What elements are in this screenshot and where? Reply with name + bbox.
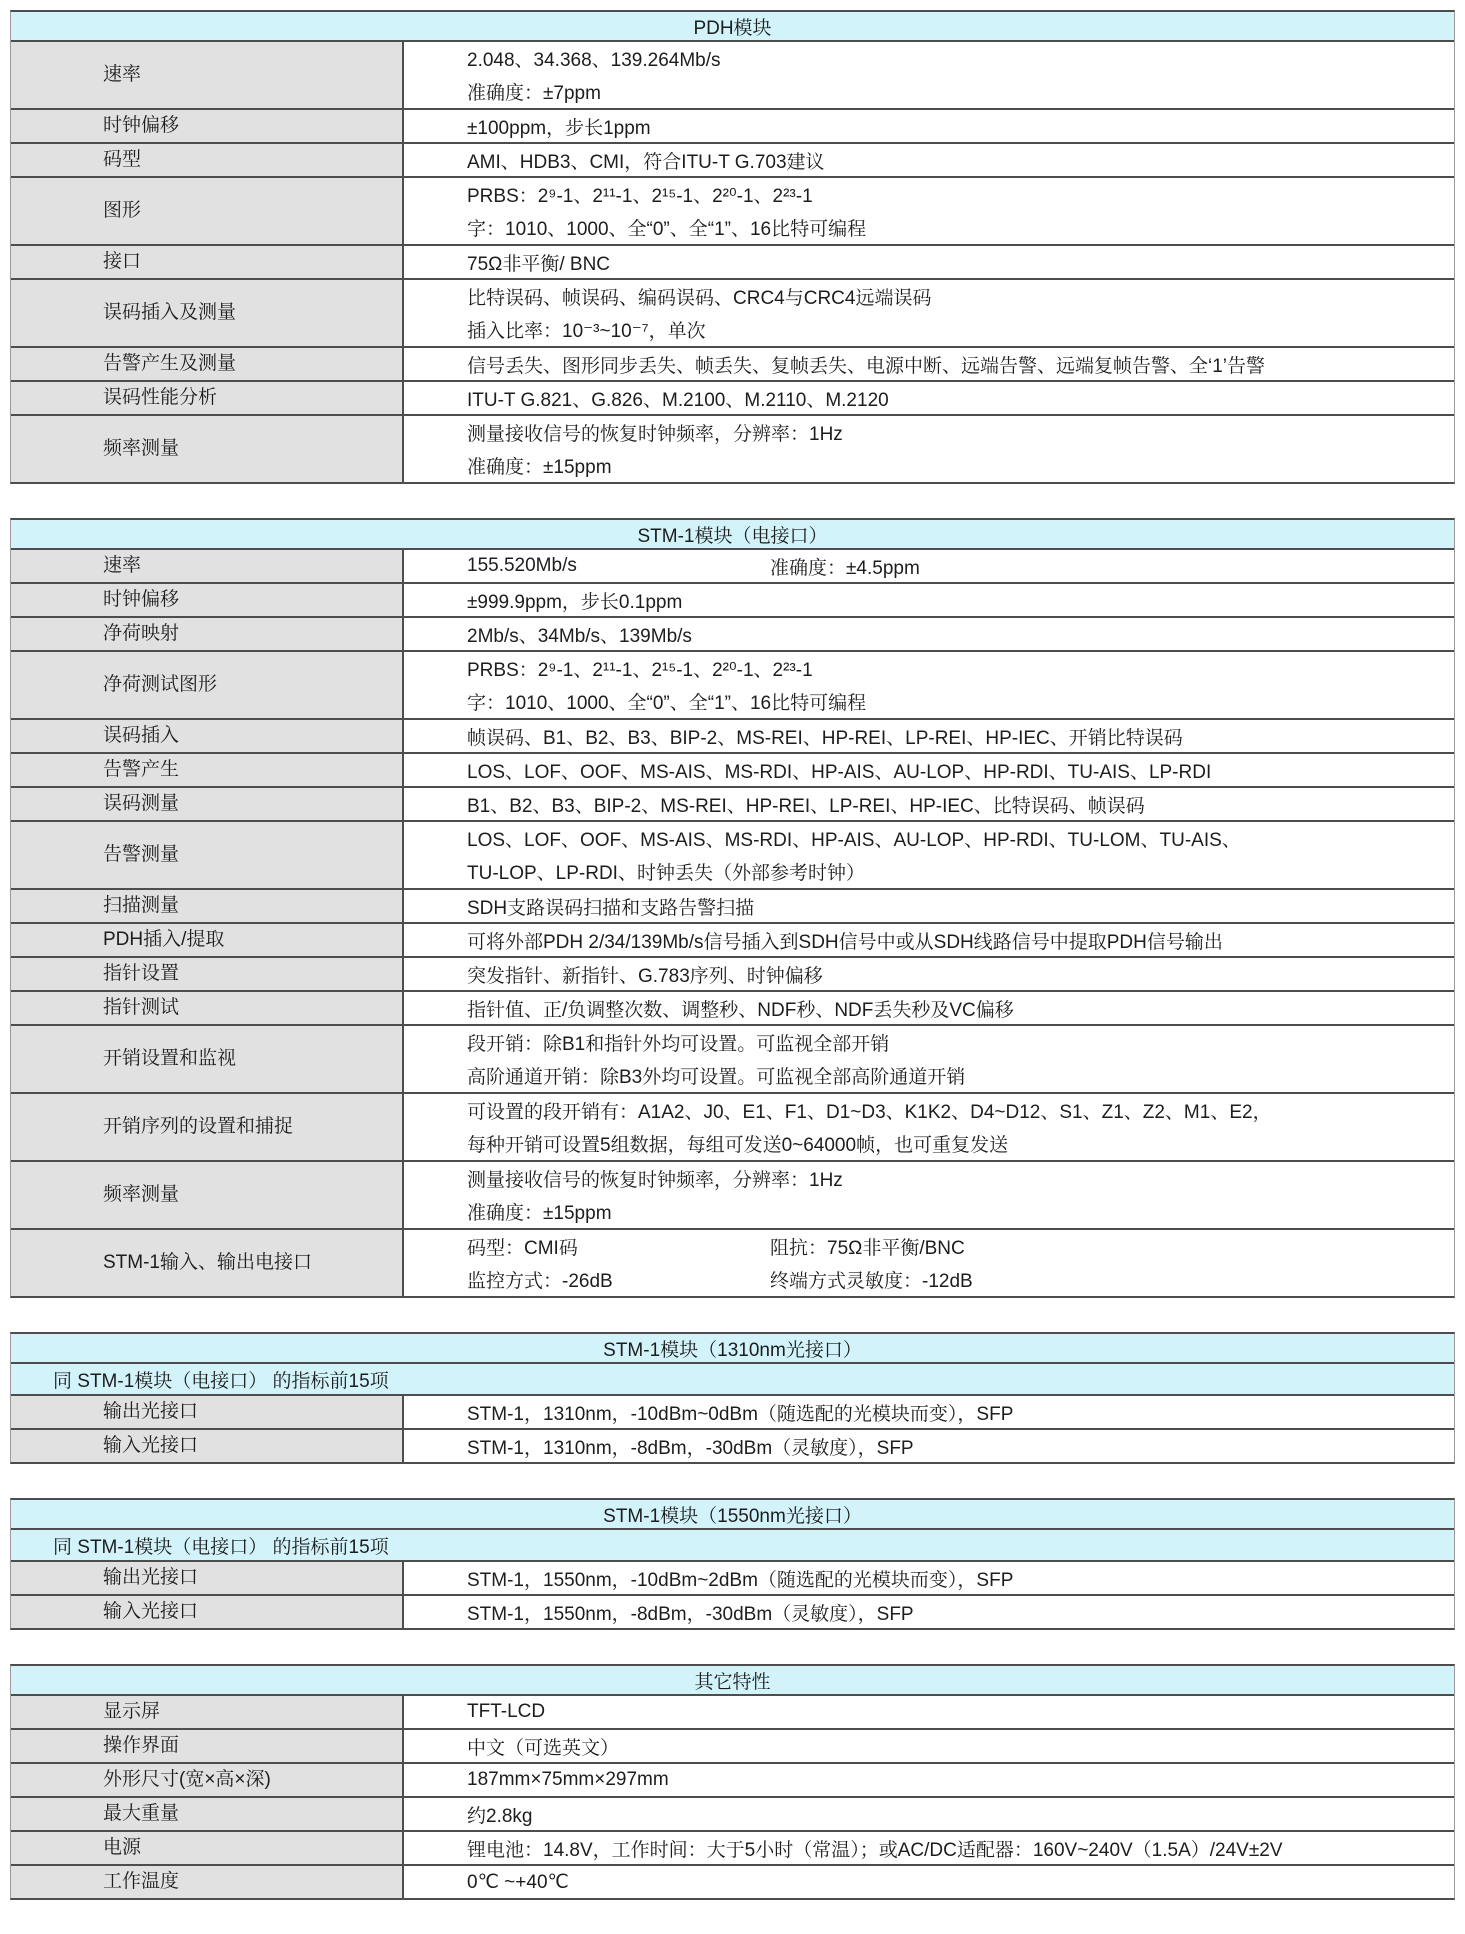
spec-row-label: 误码插入: [11, 720, 404, 752]
spec-value-line: ±100ppm，步长1ppm: [467, 117, 651, 139]
spec-value-line: TFT-LCD: [467, 1701, 546, 1722]
spec-value-line: LOS、LOF、OOF、MS-AIS、MS-RDI、HP-AIS、AU-LOP、HP-RDI、TU-LOM、TU-AIS、: [467, 830, 1241, 851]
table-header-row: [11, 1666, 1454, 1694]
table-pdh-module: [10, 10, 1455, 484]
spec-row: [11, 40, 1454, 108]
table-title: 其它特性: [694, 1671, 771, 1693]
spec-row-value: [404, 1562, 1454, 1594]
spec-row: [11, 380, 1454, 414]
spec-row-value: [404, 1866, 1454, 1898]
spec-row-value: [404, 1832, 1454, 1864]
spec-row-label: 输出光接口: [11, 1396, 404, 1428]
spec-value-line: 突发指针、新指针、G.783序列、时钟偏移: [467, 965, 823, 987]
spec-row: [11, 1762, 1454, 1796]
spec-row-label: 输入光接口: [11, 1430, 404, 1462]
spec-row-value: [404, 992, 1454, 1024]
spec-value-line: 插入比率：10⁻³~10⁻⁷，单次: [467, 321, 706, 342]
table-stm1-1310nm-optical: [10, 1332, 1455, 1464]
spec-value-line: 帧误码、B1、B2、B3、BIP-2、MS-REI、HP-REI、LP-REI、HP-IEC、开销比特误码: [467, 727, 1183, 749]
spec-row-label: 误码插入及测量: [11, 280, 404, 346]
spec-row-value: [404, 1396, 1454, 1428]
spec-row: [11, 752, 1454, 786]
spec-row-label: 告警产生及测量: [11, 348, 404, 380]
spec-value-line: 比特误码、帧误码、编码误码、CRC4与CRC4远端误码: [467, 288, 932, 309]
spec-value-line: STM-1，1550nm，-8dBm，-30dBm（灵敏度），SFP: [467, 1603, 914, 1625]
spec-value-line: TU-LOP、LP-RDI、时钟丢失（外部参考时钟）: [467, 863, 865, 884]
spec-row-label: 接口: [11, 246, 404, 278]
spec-row-value: [404, 924, 1454, 956]
spec-value-line: PRBS：2⁹-1、2¹¹-1、2¹⁵-1、2²⁰-1、2²³-1: [467, 186, 813, 207]
spec-value-line: 测量接收信号的恢复时钟频率，分辨率：1Hz: [467, 1170, 843, 1191]
spec-row: [11, 786, 1454, 820]
spec-row-label: 输出光接口: [11, 1562, 404, 1594]
spec-row-label: 最大重量: [11, 1798, 404, 1830]
spec-value-line: 测量接收信号的恢复时钟频率，分辨率：1Hz: [467, 424, 843, 445]
spec-row-value: [404, 144, 1454, 176]
spec-value-line: 指针值、正/负调整次数、调整秒、NDF秒、NDF丢失秒及VC偏移: [467, 999, 1014, 1021]
spec-row-label: 告警产生: [11, 754, 404, 786]
spec-row-value: [404, 42, 1454, 108]
spec-row-value: [404, 1764, 1454, 1796]
spec-row: [11, 888, 1454, 922]
spec-row-value: [404, 1230, 1454, 1296]
spec-row: [11, 582, 1454, 616]
spec-value-part: 155.520Mb/s: [467, 555, 577, 576]
spec-row: [11, 1024, 1454, 1092]
spec-value-line: [467, 1230, 1454, 1263]
table-note-row: [11, 1528, 1454, 1560]
spec-row-label: 速率: [11, 42, 404, 108]
spec-value-part: 终端方式灵敏度：-12dB: [770, 1271, 973, 1292]
spec-value-line: 2.048、34.368、139.264Mb/s: [467, 50, 721, 71]
spec-row-value: [404, 280, 1454, 346]
spec-value-line: 字：1010、1000、全“0”、全“1”、16比特可编程: [467, 693, 867, 714]
table-header-row: [11, 520, 1454, 548]
spec-row: [11, 718, 1454, 752]
spec-value-line: 字：1010、1000、全“0”、全“1”、16比特可编程: [467, 219, 867, 240]
spec-value-line: 准确度：±7ppm: [467, 83, 601, 104]
table-header-row: [11, 12, 1454, 40]
spec-row: [11, 414, 1454, 482]
table-title: STM-1模块（电接口）: [637, 525, 828, 547]
spec-row-value: [404, 1026, 1454, 1092]
spec-value-line: 信号丢失、图形同步丢失、帧丢失、复帧丢失、电源中断、远端告警、远端复帧告警、全‘1’告警: [467, 355, 1266, 377]
spec-row: [11, 244, 1454, 278]
spec-row-value: [404, 822, 1454, 888]
spec-row: [11, 616, 1454, 650]
spec-row-label: 频率测量: [11, 1162, 404, 1228]
spec-value-line: PRBS：2⁹-1、2¹¹-1、2¹⁵-1、2²⁰-1、2²³-1: [467, 660, 813, 681]
spec-row-label: 工作温度: [11, 1866, 404, 1898]
spec-row-value: [404, 720, 1454, 752]
table-title: STM-1模块（1550nm光接口）: [603, 1505, 862, 1527]
table-stm1-1550nm-optical: [10, 1498, 1455, 1630]
spec-row-value: [404, 382, 1454, 414]
spec-value-line: AMI、HDB3、CMI，符合ITU-T G.703建议: [467, 151, 825, 173]
spec-value-line: 75Ω非平衡/ BNC: [467, 253, 611, 275]
spec-row: [11, 1560, 1454, 1594]
spec-row-value: [404, 754, 1454, 786]
spec-row-value: [404, 890, 1454, 922]
spec-value-part: 码型：CMI码: [467, 1238, 578, 1259]
spec-row: [11, 1394, 1454, 1428]
spec-row-value: [404, 550, 1454, 582]
spec-row-label: 扫描测量: [11, 890, 404, 922]
spec-row-label: 显示屏: [11, 1696, 404, 1728]
spec-row-label: 频率测量: [11, 416, 404, 482]
spec-row: [11, 278, 1454, 346]
spec-value-line: 段开销：除B1和指针外均可设置。可监视全部开销: [467, 1034, 890, 1055]
spec-value-line: 约2.8kg: [467, 1805, 533, 1827]
spec-row-value: [404, 652, 1454, 718]
spec-value-line: B1、B2、B3、BIP-2、MS-REI、HP-REI、LP-REI、HP-IEC、比特误码、帧误码: [467, 795, 1145, 817]
spec-value-line: ±999.9ppm，步长0.1ppm: [467, 591, 683, 613]
spec-value-part: 阻抗：75Ω非平衡/BNC: [770, 1238, 965, 1259]
spec-row-label: 电源: [11, 1832, 404, 1864]
spec-row-label: 时钟偏移: [11, 110, 404, 142]
spec-row-label: 告警测量: [11, 822, 404, 888]
spec-row: [11, 650, 1454, 718]
spec-value-line: 可设置的段开销有：A1A2、J0、E1、F1、D1~D3、K1K2、D4~D12、S1、Z1、Z2、M1、E2，: [467, 1102, 1272, 1123]
spec-value-line: LOS、LOF、OOF、MS-AIS、MS-RDI、HP-AIS、AU-LOP、HP-RDI、TU-AIS、LP-RDI: [467, 761, 1212, 783]
spec-value-line: 高阶通道开销：除B3外均可设置。可监视全部高阶通道开销: [467, 1067, 966, 1088]
spec-row-label: 误码测量: [11, 788, 404, 820]
spec-row: [11, 1864, 1454, 1898]
table-note-row: [11, 1362, 1454, 1394]
spec-row: [11, 346, 1454, 380]
spec-row: [11, 1160, 1454, 1228]
spec-value-line: STM-1，1550nm，-10dBm~2dBm（随选配的光模块而变），SFP: [467, 1569, 1014, 1591]
spec-row: [11, 1694, 1454, 1728]
spec-row-label: 速率: [11, 550, 404, 582]
spec-row-value: [404, 178, 1454, 244]
table-note: 同 STM-1模块（电接口） 的指标前15项: [53, 1370, 389, 1392]
table-stm1-electrical: [10, 518, 1455, 1298]
spec-row: [11, 1092, 1454, 1160]
spec-row-label: 开销序列的设置和捕捉: [11, 1094, 404, 1160]
spec-row: [11, 176, 1454, 244]
spec-row-value: [404, 618, 1454, 650]
spec-value-line: 187mm×75mm×297mm: [467, 1769, 669, 1790]
spec-row-label: 误码性能分析: [11, 382, 404, 414]
spec-row: [11, 1228, 1454, 1296]
spec-row-value: [404, 348, 1454, 380]
spec-value-part: 监控方式：-26dB: [467, 1271, 613, 1292]
spec-row-value: [404, 788, 1454, 820]
spec-row-value: [404, 1798, 1454, 1830]
spec-row-value: [404, 1430, 1454, 1462]
spec-value-line: 准确度：±15ppm: [467, 1203, 612, 1224]
spec-row-label: STM-1输入、输出电接口: [11, 1230, 404, 1296]
spec-row-label: 码型: [11, 144, 404, 176]
spec-value-line: [467, 550, 1454, 582]
spec-row-value: [404, 1596, 1454, 1628]
spec-row-value: [404, 1696, 1454, 1728]
spec-row-value: [404, 958, 1454, 990]
spec-value-line: STM-1，1310nm，-10dBm~0dBm（随选配的光模块而变），SFP: [467, 1403, 1014, 1425]
spec-row: [11, 142, 1454, 176]
table-note: 同 STM-1模块（电接口） 的指标前15项: [53, 1536, 389, 1558]
spec-row-label: PDH插入/提取: [11, 924, 404, 956]
spec-row-label: 操作界面: [11, 1730, 404, 1762]
spec-row-value: [404, 246, 1454, 278]
spec-value-line: 中文（可选英文）: [467, 1737, 620, 1759]
spec-row: [11, 990, 1454, 1024]
spec-value-line: 每种开销可设置5组数据，每组可发送0~64000帧，也可重复发送: [467, 1135, 1009, 1156]
spec-row-value: [404, 1162, 1454, 1228]
spec-value-line: 可将外部PDH 2/34/139Mb/s信号插入到SDH信号中或从SDH线路信号中提取PDH信号输出: [467, 931, 1223, 953]
spec-row-label: 图形: [11, 178, 404, 244]
table-title: STM-1模块（1310nm光接口）: [603, 1339, 862, 1361]
spec-row-label: 输入光接口: [11, 1596, 404, 1628]
spec-value-line: 锂电池：14.8V，工作时间：大于5小时（常温）；或AC/DC适配器：160V~240V（1.5A）/24V±2V: [467, 1839, 1283, 1861]
spec-row: [11, 1594, 1454, 1628]
spec-row-label: 开销设置和监视: [11, 1026, 404, 1092]
spec-value-line: SDH支路误码扫描和支路告警扫描: [467, 897, 755, 919]
spec-row: [11, 548, 1454, 582]
spec-row-label: 指针设置: [11, 958, 404, 990]
spec-value-line: STM-1，1310nm，-8dBm，-30dBm（灵敏度），SFP: [467, 1437, 914, 1459]
spec-row: [11, 820, 1454, 888]
spec-row-value: [404, 584, 1454, 616]
spec-row: [11, 108, 1454, 142]
spec-row-value: [404, 1730, 1454, 1762]
spec-value-line: 准确度：±15ppm: [467, 457, 612, 478]
spec-row-label: 净荷测试图形: [11, 652, 404, 718]
spec-row: [11, 1428, 1454, 1462]
spec-row-label: 净荷映射: [11, 618, 404, 650]
spec-row: [11, 1728, 1454, 1762]
spec-row-value: [404, 110, 1454, 142]
spec-value-line: 0℃ ~+40℃: [467, 1871, 569, 1893]
spec-row: [11, 1796, 1454, 1830]
spec-row-label: 时钟偏移: [11, 584, 404, 616]
table-header-row: [11, 1500, 1454, 1528]
spec-row: [11, 922, 1454, 956]
spec-row-value: [404, 416, 1454, 482]
table-header-row: [11, 1334, 1454, 1362]
spec-row-value: [404, 1094, 1454, 1160]
spec-row-label: 指针测试: [11, 992, 404, 1024]
spec-row: [11, 956, 1454, 990]
spec-value-line: 2Mb/s、34Mb/s、139Mb/s: [467, 625, 692, 647]
spec-row: [11, 1830, 1454, 1864]
spec-row-label: 外形尺寸(宽×高×深): [11, 1764, 404, 1796]
spec-value-line: [467, 1263, 1454, 1296]
table-other-features: [10, 1664, 1455, 1900]
spec-value-line: ITU-T G.821、G.826、M.2100、M.2110、M.2120: [467, 389, 889, 411]
table-title: PDH模块: [693, 17, 772, 39]
spec-value-part: 准确度：±4.5ppm: [770, 557, 920, 579]
